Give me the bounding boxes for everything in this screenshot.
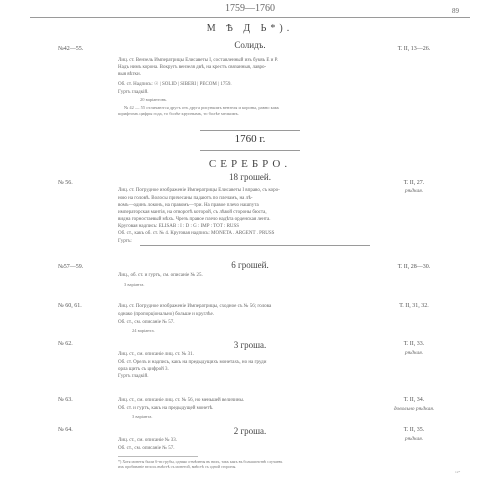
- plate-reference: Т. II, 13—26.: [397, 46, 431, 52]
- description-line: Об. ст., см. описаніе № 57.: [118, 320, 175, 325]
- catalog-number: № 64.: [58, 427, 73, 433]
- footnote-rule: [118, 456, 198, 457]
- note-line: шрифтомъ цифры года, то болѣе крупнымъ, то болѣе мелкимъ.: [118, 111, 239, 116]
- catalog-number: № 60, 61.: [58, 303, 82, 309]
- note-line: № 42 — 55 отличаются другъ отъ друга рисункомъ вензеля и короны, равно какъ: [124, 105, 280, 110]
- edge-line: [140, 245, 370, 246]
- year-heading: 1760 г.: [234, 133, 266, 145]
- catalog-number: № 56.: [58, 180, 73, 186]
- description-line: Лиц. ст. Погрудное изображеніе Императрицы Елисаветы I вправо, съ коро-: [118, 188, 280, 193]
- rarity-note: рѣдкая.: [404, 350, 424, 356]
- rarity-note: довольно рѣдкая.: [393, 406, 435, 412]
- denomination-solid: Солидъ.: [234, 40, 266, 50]
- plate-reference: Т. II, 34.: [403, 397, 425, 403]
- description-line: Лиц. ст., см. описаніе лиц. ст. № 56, но меньшей величины.: [118, 398, 245, 403]
- description-line: Об. ст., см. описаніе № 57.: [118, 446, 175, 451]
- footnote-line: *) Хотя монеты были 6-ти грубы, однако отмѣчены въ нихъ, такъ какъ въ большинствѣ случаевъ: [118, 459, 283, 464]
- year-rule-top: [200, 130, 300, 131]
- denomination: 6 грошей.: [231, 260, 269, 270]
- description-line: однако (пропорціонально) больше и круглѣе.: [118, 312, 214, 317]
- variant-count: 3 варіанта.: [124, 282, 145, 287]
- description-line: Лиц. ст., см. описаніе № 33.: [118, 438, 178, 443]
- catalog-number: №42—55.: [58, 46, 84, 52]
- corner-mark: 12*: [455, 470, 461, 474]
- description-line: Лиц. ст. Погрудное изображеніе Императрицы, сходное съ № 56; голова: [118, 304, 272, 309]
- rarity-note: рѣдкая.: [404, 188, 424, 194]
- header-rule: [30, 17, 470, 18]
- year-rule-bottom: [200, 150, 300, 151]
- description-line: Об. ст., какъ об. ст. № 4. Круговая надпись: MONETA . ARGENT . PRUSS: [118, 231, 275, 236]
- description-line: орла щитъ съ цифрой 3.: [118, 367, 169, 372]
- description-line: Гуртъ гладкій.: [118, 90, 149, 95]
- description-line: ною на головѣ. Волосы причесаны падаютъ по плечамъ, на лѣ-: [118, 196, 253, 201]
- description-line: Об. ст. Орелъ и надпись, какъ на предыдущихъ монетахъ, но на груди: [118, 360, 267, 365]
- description-line: Лиц., об. ст. и гуртъ, см. описаніе № 25.: [118, 273, 203, 278]
- plate-reference: Т. II, 31, 32.: [399, 303, 429, 309]
- description-line: Лиц. ст. Вензель Императрицы Елисаветы I, составленный изъ буквъ Е и Р.: [118, 58, 278, 63]
- variant-count: 24 варіанта.: [132, 328, 155, 333]
- catalog-number: № 63.: [58, 397, 73, 403]
- section-title-copper: М Ѣ Д Ь*).: [206, 23, 294, 34]
- variant-count: 20 варіантовъ.: [140, 97, 168, 102]
- description-line: Гуртъ:: [118, 239, 132, 244]
- plate-reference: Т. II, 35.: [403, 427, 425, 433]
- variant-count: 3 варіанта.: [132, 414, 153, 419]
- description-line: Лиц. ст., см. описаніе лиц. ст. № 31.: [118, 352, 194, 357]
- description-line: Гуртъ гладкій.: [118, 374, 149, 379]
- plate-reference: Т. II, 33.: [403, 341, 425, 347]
- description-line: Круговая надпись: ELISAB : I : D : G : IMP : TOT : RUSS: [118, 224, 240, 229]
- description-line: Надъ нимъ корона. Вокругъ вензеля двѣ, на крестъ связанныя, лавро-: [118, 65, 267, 70]
- page-number: 89: [452, 7, 459, 15]
- description-line: Об. ст. Надпись: ☉ | SOLID | SIBERI | PECOM | 1759.: [118, 82, 232, 87]
- description-line: императорская мантія, на отворотѣ которой, съ лѣвой стороны бюста,: [118, 210, 267, 215]
- footnote-line: ихъ пробиваніе велось вмѣстѣ съ монетой, вмѣстѣ съ одной стороны.: [118, 464, 237, 469]
- denomination: 3 гроша.: [233, 340, 267, 350]
- page-header-years: 1759—1760: [225, 3, 275, 14]
- denomination: 2 гроша.: [233, 426, 267, 436]
- description-line: Об. ст. и гуртъ, какъ на предыдущей монетѣ.: [118, 406, 214, 411]
- description-line: видна горностаевый мѣхъ. Чрезъ правое плечо надѣта орденская лента.: [118, 217, 271, 222]
- description-line: вомъ—одинъ локонъ, на правомъ—три. На правое плечо нашпута: [118, 203, 259, 208]
- description-line: выя вѣтки.: [118, 72, 141, 77]
- rarity-note: рѣдкая.: [404, 436, 424, 442]
- plate-reference: Т. II, 27.: [403, 180, 425, 186]
- catalog-number: №57—59.: [58, 264, 84, 270]
- catalog-number: № 62.: [58, 341, 73, 347]
- section-title-silver: СЕРЕБРО.: [208, 158, 292, 170]
- plate-reference: Т. II, 28—30.: [397, 264, 431, 270]
- denomination: 18 грошей.: [229, 172, 271, 182]
